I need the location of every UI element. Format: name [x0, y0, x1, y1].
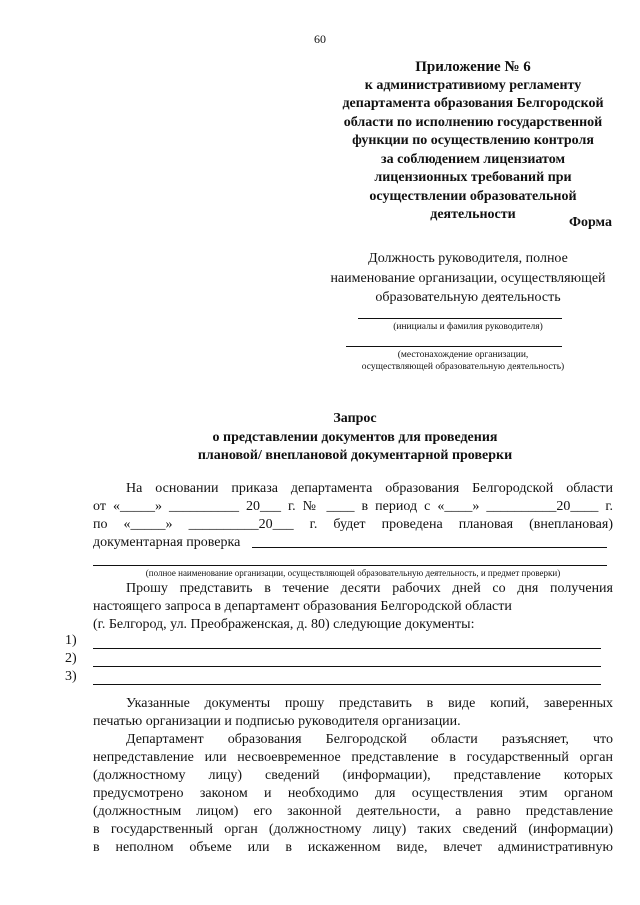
location-caption: (местонахождение организации,: [397, 350, 529, 360]
location-field-line[interactable]: [346, 346, 562, 347]
text-line: настоящего запроса в департамент образования Белгородской области: [93, 599, 512, 614]
appendix-line: осуществлении образовательной: [369, 188, 577, 204]
appendix-line: области по исполнению государственной: [343, 114, 603, 130]
paragraph-warning: [93, 731, 613, 857]
text-line: Департамент образования Белгородской области разъясняет, что: [126, 732, 613, 747]
paragraph-order: [93, 480, 613, 552]
text-line: На основании приказа департамента образования Белгородской области: [126, 481, 613, 496]
addressee-line: наименование организации, осуществляющей: [330, 270, 606, 286]
paragraph-request: [93, 580, 613, 634]
title-line: о представлении документов для проведения: [212, 429, 498, 445]
text-line: в неполном объеме или в искаженном виде, влечет административную: [93, 840, 613, 855]
appendix-line: функции по осуществлению контроля: [352, 133, 594, 148]
text-line: (должностному лицу) сведений (информации), представление которых: [93, 768, 613, 783]
text-line: печатью организации и подписью руководителя организации.: [93, 714, 461, 729]
organization-field-line[interactable]: [93, 565, 607, 566]
addressee-block: [318, 249, 618, 308]
document-field-line[interactable]: [93, 666, 601, 667]
initials-caption: (инициалы и фамилия руководителя): [393, 322, 543, 332]
appendix-line: деятельности: [430, 207, 516, 222]
list-item: 1): [65, 633, 77, 648]
text-line: (г. Белгород, ул. Преображенская, д. 80) следующие документы:: [93, 617, 475, 632]
document-title: [0, 410, 640, 466]
organization-caption: (полное наименование организации, осуществляющей образовательную деятельность, и предмет проверки): [145, 568, 561, 578]
title-line: Запрос: [333, 411, 377, 426]
text-line: документарная проверка: [93, 535, 241, 550]
initials-field-line[interactable]: [358, 318, 562, 319]
page-number: 60: [314, 32, 326, 46]
inspection-field-line[interactable]: [252, 547, 607, 548]
appendix-line: за соблюдением лицензиатом: [381, 151, 565, 167]
text-line: (должностным лицом) его законной деятельности, а равно представление: [93, 804, 613, 819]
list-item: 3): [65, 669, 77, 684]
title-line: плановой/ внеплановой документарной проверки: [197, 448, 513, 463]
text-line: предусмотрено законом и необходимо для осуществления этим органом: [93, 786, 613, 801]
document-field-line[interactable]: [93, 684, 601, 685]
document-field-line[interactable]: [93, 648, 601, 649]
text-line: Прошу представить в течение десяти рабочих дней со дня получения: [126, 581, 613, 596]
text-line: в государственный орган (должностному лицу) таких сведений (информации): [93, 822, 613, 837]
text-line: по «_____» __________20___ г. будет проведена плановая (внеплановая): [93, 517, 613, 532]
appendix-line: департамента образования Белгородской: [342, 96, 604, 111]
addressee-line: Должность руководителя, полное: [368, 251, 568, 266]
appendix-line: к административиому регламенту: [364, 77, 582, 93]
list-item: 2): [65, 651, 77, 666]
form-label: Форма: [568, 215, 612, 230]
location-caption: осуществляющей образовательную деятельность): [361, 362, 565, 372]
appendix-line: лицензионных требований при: [374, 170, 572, 185]
text-line: Указанные документы прошу представить в виде копий, заверенных: [126, 696, 613, 711]
paragraph-copies: [93, 695, 613, 731]
appendix-header: [308, 58, 638, 225]
addressee-line: образовательную деятельность: [375, 290, 561, 305]
text-line: непредставление или несвоевременное представление в государственный орган: [93, 750, 613, 765]
text-line: от «_____» __________ 20___ г. № ____ в период с «____» __________20____ г.: [93, 499, 613, 514]
appendix-line: Приложение № 6: [415, 59, 531, 75]
